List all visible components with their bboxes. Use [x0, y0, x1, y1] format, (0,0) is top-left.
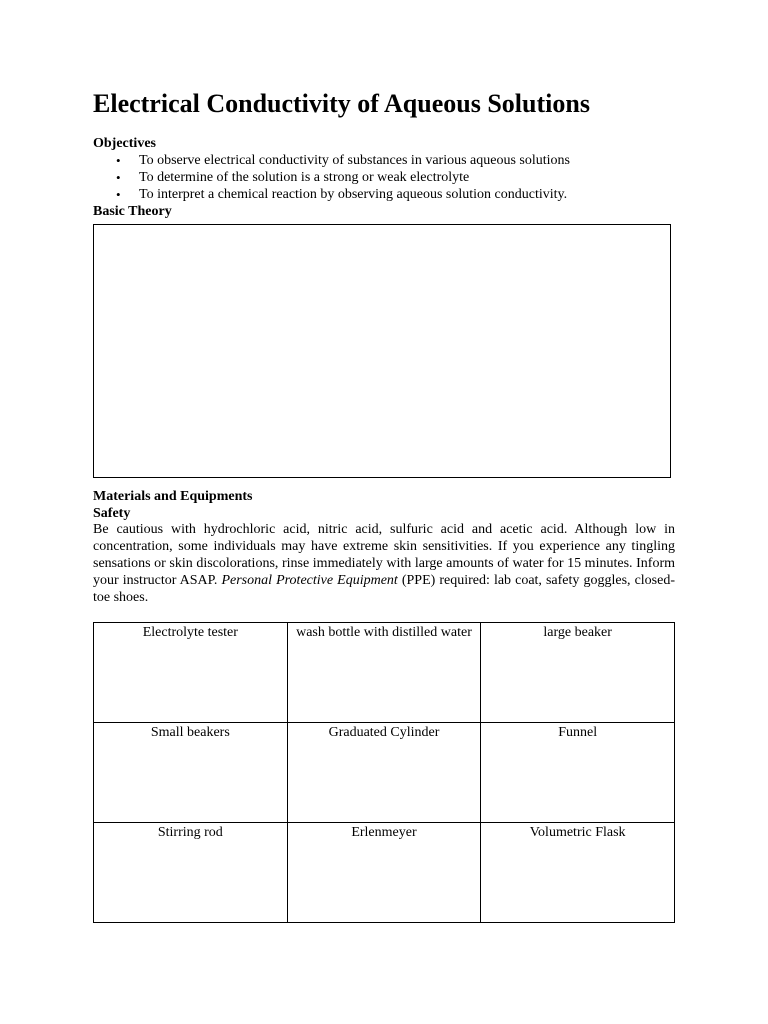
bullet-icon: •: [116, 170, 121, 185]
table-cell: Small beakers: [94, 723, 288, 823]
table-row: [94, 623, 675, 723]
list-item: [93, 152, 570, 169]
table-cell: Stirring rod: [94, 823, 288, 923]
safety-paragraph: [93, 521, 675, 606]
objectives-heading: Objectives: [93, 136, 156, 151]
objectives-list: [93, 152, 570, 203]
table-cell: Funnel: [481, 723, 675, 823]
ppe-italic-text: Personal Protective Equipment: [221, 573, 398, 588]
list-item: [93, 169, 570, 186]
table-cell: large beaker: [481, 623, 675, 723]
bullet-icon: •: [116, 153, 121, 168]
objective-text: To observe electrical conductivity of substances in various aqueous solutions: [139, 153, 570, 168]
table-cell: Electrolyte tester: [94, 623, 288, 723]
table-row: [94, 823, 675, 923]
equipment-table: [93, 622, 675, 923]
safety-text-part: (PPE) required: lab coat, safety goggles, closed-toe shoes.: [93, 573, 675, 605]
objective-text: To interpret a chemical reaction by observing aqueous solution conductivity.: [139, 187, 568, 202]
objective-text: To determine of the solution is a strong or weak electrolyte: [139, 170, 470, 185]
table-row: [94, 723, 675, 823]
table-cell: wash bottle with distilled water: [287, 623, 481, 723]
table-cell: Volumetric Flask: [481, 823, 675, 923]
safety-heading: Safety: [93, 506, 131, 521]
list-item: [93, 186, 570, 203]
bullet-icon: •: [116, 187, 121, 202]
document-title: Electrical Conductivity of Aqueous Solutions: [93, 89, 590, 118]
basic-theory-heading: Basic Theory: [93, 204, 172, 219]
table-cell: Erlenmeyer: [287, 823, 481, 923]
basic-theory-box: [93, 224, 671, 478]
materials-heading: Materials and Equipments: [93, 489, 253, 504]
safety-text-part: Be cautious with hydrochloric acid, nitric acid, sulfuric acid and acetic acid. Although low in concentration, some individuals may have extreme skin sensitivities. If you experience any tingling sensations or skin discolorations, rinse immediately with large amounts of water for 15 minutes. Inform your instructor ASAP.: [93, 522, 675, 588]
table-cell: Graduated Cylinder: [287, 723, 481, 823]
